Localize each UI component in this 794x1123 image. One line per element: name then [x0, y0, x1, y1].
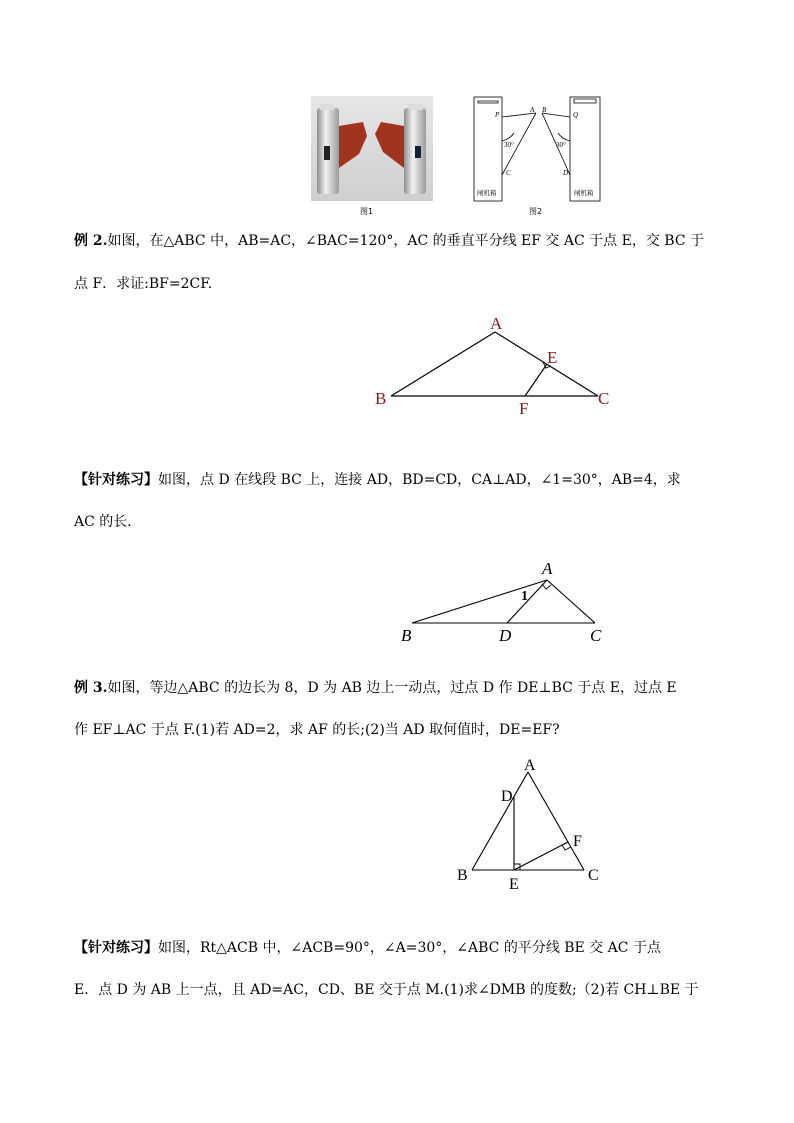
right-angle-mark-A [542, 584, 551, 589]
point-label-C: C [598, 389, 610, 408]
practice-2-line-2 [74, 980, 699, 1000]
practice-1-label: 【针对练习】 [74, 472, 158, 488]
example-2-figure [370, 312, 620, 422]
label-C: C [506, 169, 511, 177]
practice-1-text-1: 如图，点 D 在线段 BC 上，连接 AD，BD=CD，CA⊥AD，∠1=30°，AB=4，求 [158, 472, 681, 488]
example-2-line-2 [74, 274, 212, 294]
example-3-text-1: 如图，等边△ABC 的边长为 8，D 为 AB 边上一动点，过点 D 作 DE⊥BC 于点 E，过点 E [107, 680, 677, 696]
example-3-text-2: 作 EF⊥AC 于点 F.(1)若 AD=2，求 AF 的长;(2)当 AD 取何值时，DE=EF? [74, 722, 560, 738]
practice-2-line-1 [74, 938, 661, 958]
point-label-B: B [457, 867, 468, 884]
example-3-line-2 [74, 720, 560, 740]
practice-1-text-2: AC 的长． [74, 514, 142, 530]
label-A: A [530, 106, 535, 114]
segment-FE [525, 364, 547, 396]
angle-label-left: 30° [504, 141, 514, 149]
angle-label-1: 1 [521, 589, 528, 604]
point-label-A: A [542, 559, 553, 578]
point-label-B: B [401, 626, 412, 645]
label-Q: Q [573, 111, 579, 119]
figure-2-diagram [470, 95, 608, 203]
box-label-left: 闸机箱 [477, 190, 497, 197]
turnstile-photo-image [311, 96, 433, 201]
figure-1-photo [311, 96, 433, 201]
point-label-D: D [501, 788, 513, 805]
point-label-A: A [490, 314, 503, 333]
point-label-D: D [499, 626, 512, 645]
box-label-right: 闸机箱 [574, 190, 594, 197]
practice-1-line-2 [74, 512, 141, 532]
point-label-E: E [547, 348, 558, 367]
label-P: P [495, 111, 500, 119]
point-label-C: C [588, 867, 599, 884]
angle-label-right: 30° [556, 141, 566, 149]
practice-2-text-1: 如图，Rt△ACB 中，∠ACB=90°，∠A=30°，∠ABC 的平分线 BE 交 AC 于点 [158, 940, 661, 956]
example-2-text-1: 如图，在△ABC 中，AB=AC，∠BAC=120°，AC 的垂直平分线 EF 交 AC 于点 E，交 BC 于 [107, 233, 704, 249]
practice-1-figure [395, 556, 615, 648]
practice-2-text-2: E．点 D 为 AB 上一点，且 AD=AC，CD、BE 交于点 M.(1)求∠DMB 的度数;（2)若 CH⊥BE 于 [74, 982, 699, 998]
segment-BA [391, 332, 495, 396]
label-D: D [563, 169, 569, 177]
segment-BA [472, 772, 528, 870]
segment-AC [528, 772, 584, 870]
figure-2-caption: 图2 [529, 207, 543, 216]
example-2-line-1 [74, 231, 704, 251]
practice-1-line-1 [74, 470, 681, 490]
segment-AC [547, 580, 595, 623]
example-3-figure [452, 752, 612, 894]
point-label-A: A [524, 757, 536, 774]
figure-1-caption: 图1 [360, 207, 374, 216]
example-3-line-1 [74, 678, 677, 698]
example-2-text-2: 点 F．求证:BF=2CF. [74, 276, 213, 292]
example-3-label: 例 3. [74, 680, 108, 696]
point-label-C: C [590, 626, 602, 645]
point-label-F: F [573, 833, 582, 850]
label-B: B [542, 106, 547, 114]
point-label-E: E [509, 876, 519, 893]
segment-EF [514, 842, 568, 870]
point-label-F: F [519, 399, 529, 418]
point-label-B: B [375, 389, 387, 408]
example-2-label: 例 2. [74, 233, 108, 249]
practice-2-label: 【针对练习】 [74, 940, 158, 956]
